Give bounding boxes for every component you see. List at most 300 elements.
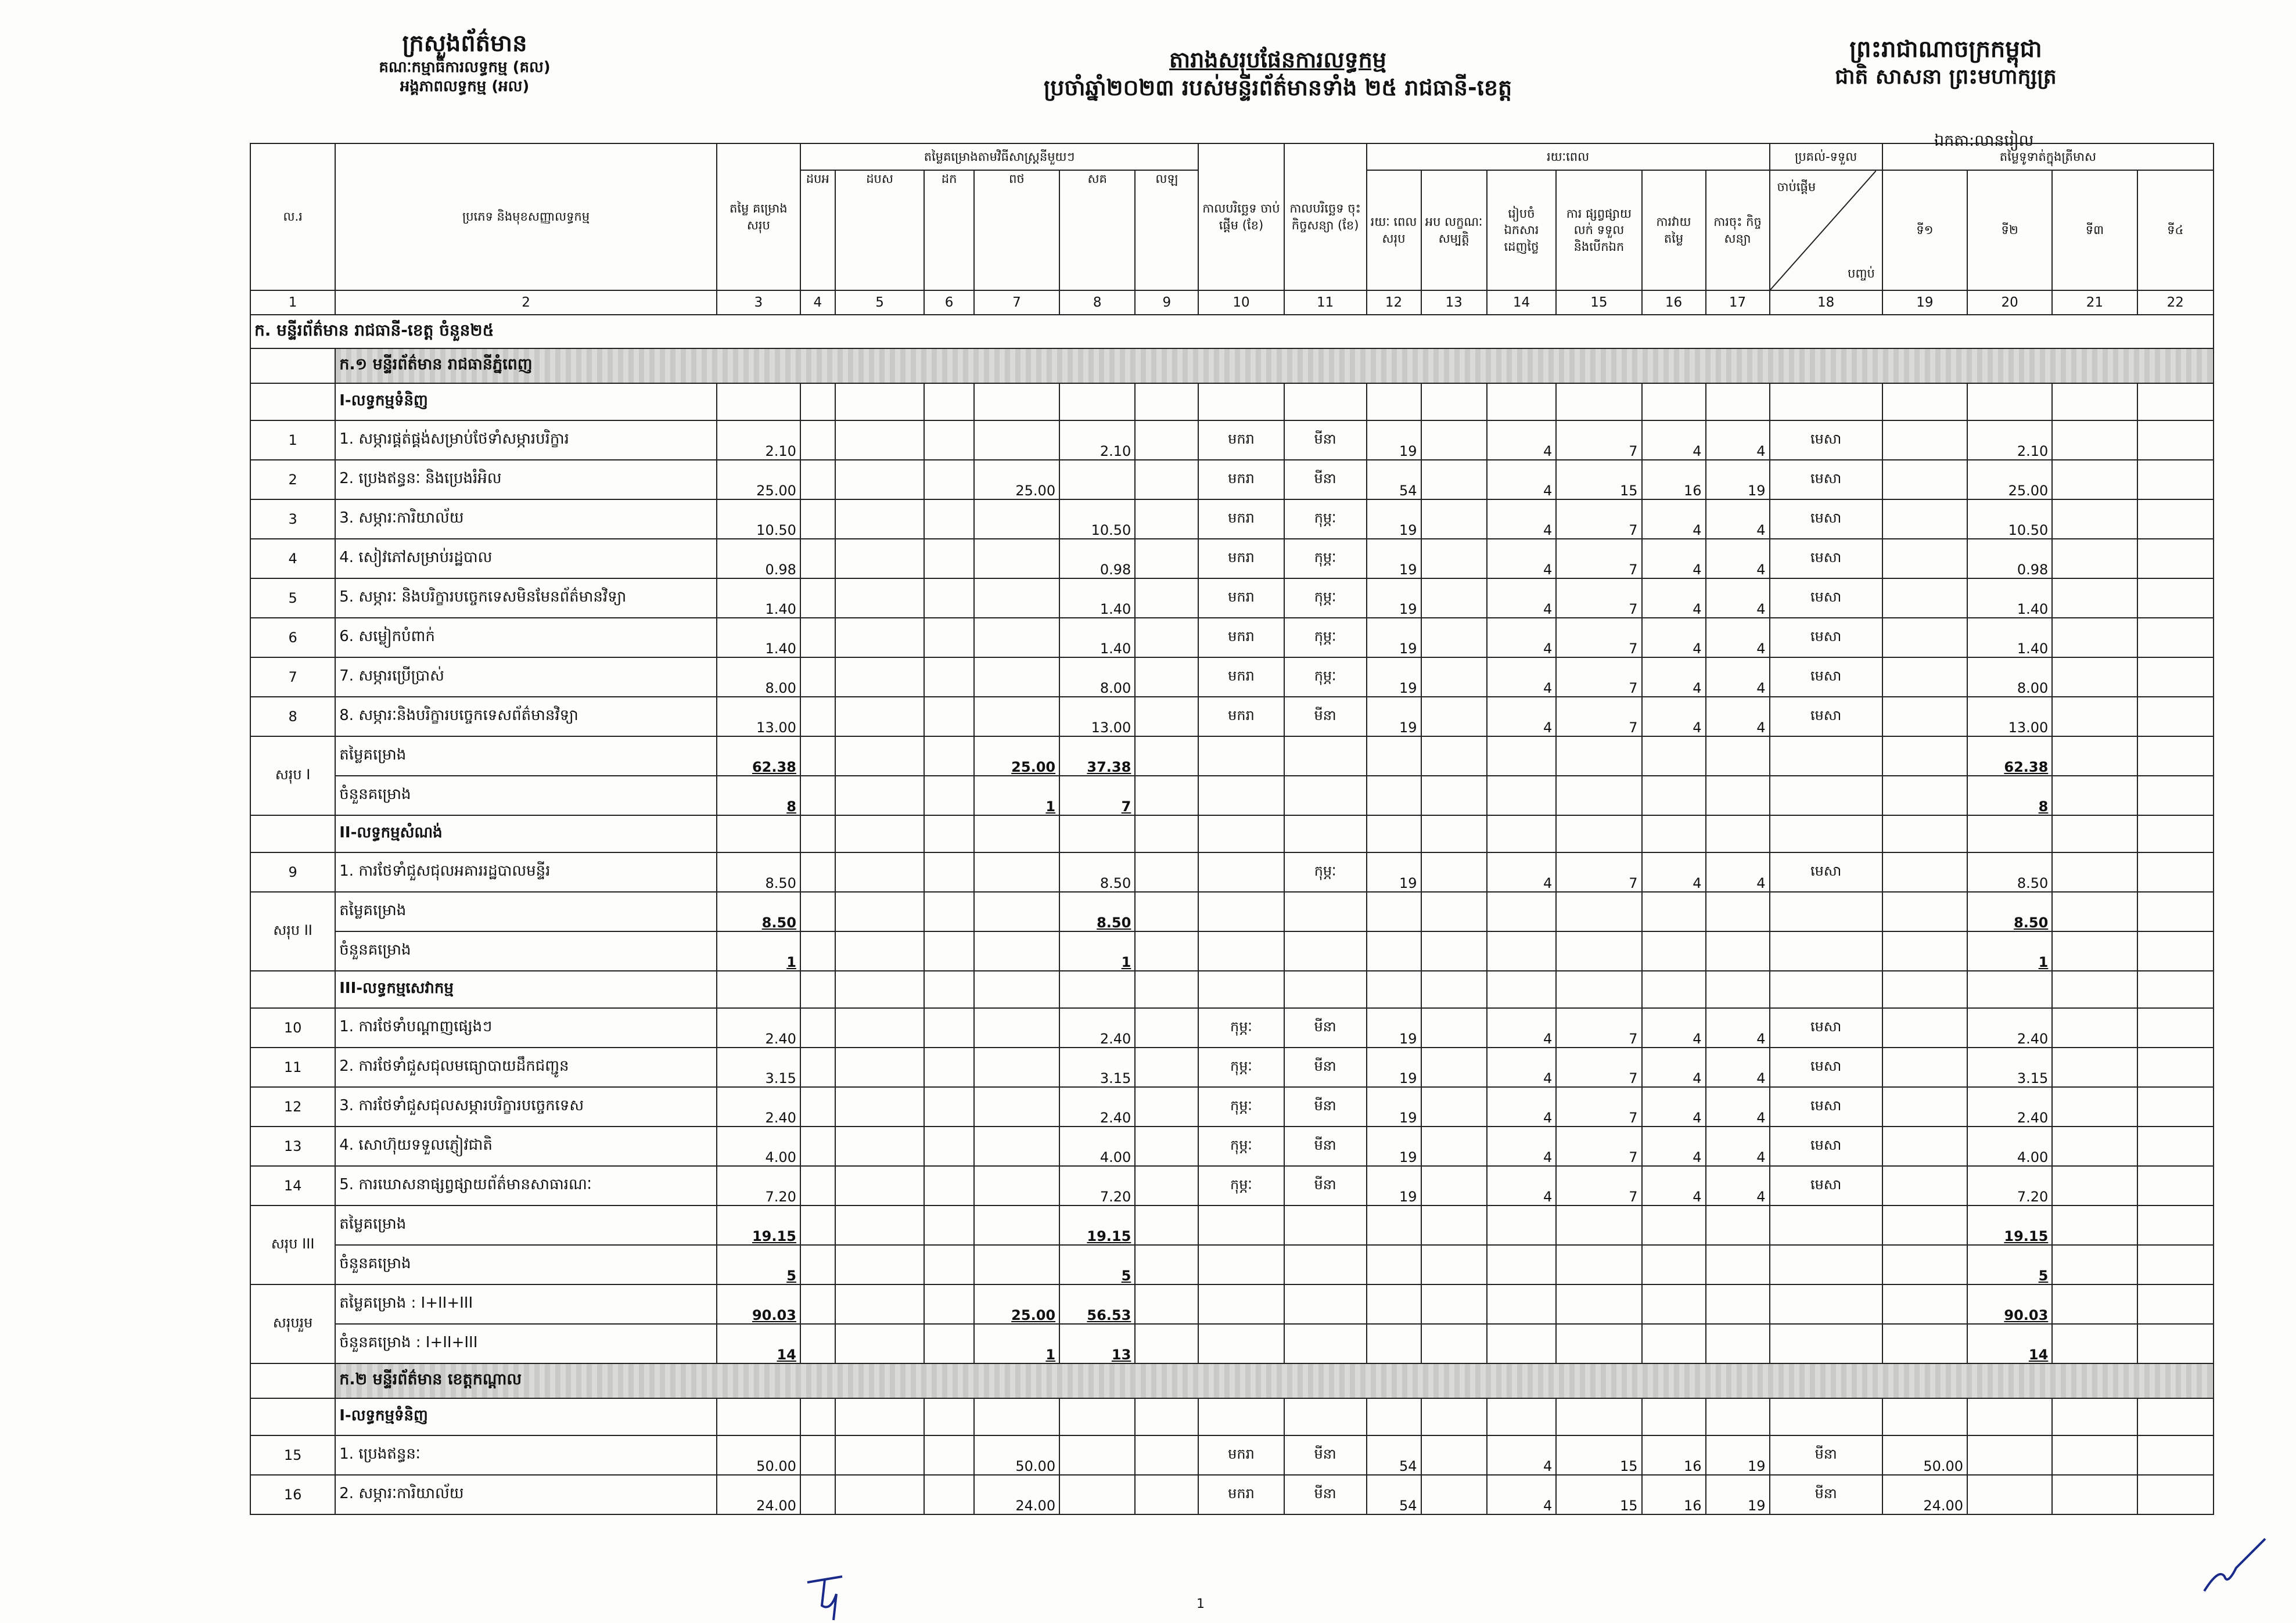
signature-mark (2201, 1533, 2271, 1597)
cell-q3 (2052, 420, 2137, 460)
cell-d2 (1421, 578, 1487, 618)
empty-cell (1967, 383, 2052, 420)
cell-q2: 8.00 (1967, 657, 2052, 697)
subtotal-cell (1367, 892, 1421, 931)
count-cell: 1 (974, 776, 1059, 815)
cell-m2 (835, 1475, 925, 1514)
cell-pth (974, 1087, 1059, 1127)
procurement-table (250, 143, 2214, 1515)
empty-cell (924, 1398, 973, 1435)
cell-name: 1. សម្ភារផ្គត់ផ្គង់សម្រាប់ថែទាំសម្ភារបរិក្ខារ (335, 420, 717, 460)
delivery-end-label: បញ្ចប់ (1848, 266, 1875, 280)
count-cell (2052, 776, 2137, 815)
table-row (250, 1435, 2214, 1475)
empty-cell (250, 348, 335, 383)
cell-start: មករា (1198, 1475, 1284, 1514)
cell-q1 (1882, 420, 1967, 460)
cell-d2 (1421, 420, 1487, 460)
cell-name: 5. សម្ភារៈ និងបរិក្ខារបច្ចេកទេសមិនមែនព័ត៌មានវិទ្យា (335, 578, 717, 618)
subtotal-cell (800, 892, 835, 931)
cell-d3: 4 (1487, 578, 1557, 618)
cell-q4 (2137, 1166, 2214, 1205)
column-number: 16 (1642, 290, 1706, 315)
cell-sk: 1.40 (1059, 618, 1135, 657)
cell-q4 (2137, 697, 2214, 736)
cell-q4 (2137, 1127, 2214, 1166)
col-d1: រយៈ ពេល សរុប (1367, 170, 1421, 290)
column-number: 8 (1059, 290, 1135, 315)
cell-m3 (924, 1087, 973, 1127)
subtotal-cell (1642, 736, 1706, 776)
count-cell (1706, 1245, 1770, 1284)
cell-d6: 4 (1706, 657, 1770, 697)
cell-d1: 19 (1367, 1087, 1421, 1127)
subtotal-cell (1882, 736, 1967, 776)
subtotal-cell (1556, 736, 1641, 776)
empty-cell (1642, 971, 1706, 1008)
cell-q3 (2052, 1435, 2137, 1475)
cell-deliv: មេសា (1770, 657, 1882, 697)
cell-q1 (1882, 1166, 1967, 1205)
subtotal-cell (1198, 1205, 1284, 1245)
cell-pth: 25.00 (974, 460, 1059, 499)
cell-pth (974, 618, 1059, 657)
count-cell: 7 (1059, 776, 1135, 815)
subtotal-cell (1135, 736, 1198, 776)
count-cell: 1 (1967, 931, 2052, 971)
table-row (250, 1127, 2214, 1166)
cell-sk: 13.00 (1059, 697, 1135, 736)
empty-cell (1135, 1398, 1198, 1435)
count-cell (1198, 776, 1284, 815)
cell-name: 1. ប្រេងឥន្ធនៈ (335, 1435, 717, 1475)
col-m5: សគ (1059, 170, 1135, 290)
cell-d4: 15 (1556, 1475, 1641, 1514)
cell-start: កុម្ភៈ (1198, 1008, 1284, 1048)
cell-pth (974, 420, 1059, 460)
cell-contract: កុម្ភៈ (1284, 618, 1367, 657)
table-row (250, 852, 2214, 892)
cell-q2 (1967, 1475, 2052, 1514)
cell-q3 (2052, 657, 2137, 697)
cell-q1 (1882, 657, 1967, 697)
cell-m2 (835, 1127, 925, 1166)
cell-q4 (2137, 1475, 2214, 1514)
cell-d2 (1421, 618, 1487, 657)
col-type: ប្រភេទ និងមុខសញ្ញាលទ្ធកម្ម (335, 143, 717, 290)
count-cell: 5 (1059, 1245, 1135, 1284)
count-cell (1882, 776, 1967, 815)
cell-q2: 1.40 (1967, 618, 2052, 657)
cell-d3: 4 (1487, 1435, 1557, 1475)
unit-name: អង្គភាពលទ្ធកម្ម (អល) (400, 77, 530, 95)
count-label: ចំនួនគម្រោង (335, 776, 717, 815)
cell-total: 10.50 (717, 499, 800, 539)
cell-no: 11 (250, 1048, 335, 1087)
cell-pth (974, 657, 1059, 697)
cell-total: 7.20 (717, 1166, 800, 1205)
empty-cell (924, 383, 973, 420)
table-row (250, 499, 2214, 539)
cell-sk: 8.50 (1059, 852, 1135, 892)
subtotal-cell (924, 1205, 973, 1245)
kingdom-name: ព្រះរាជាណាចក្រកម្ពុជា (1849, 36, 2042, 63)
cell-d1: 54 (1367, 1435, 1421, 1475)
cell-sk: 4.00 (1059, 1127, 1135, 1166)
count-cell (1198, 1324, 1284, 1363)
table-row (250, 1284, 2214, 1324)
cell-pth (974, 1048, 1059, 1087)
cell-q4 (2137, 499, 2214, 539)
count-cell: 13 (1059, 1324, 1135, 1363)
cell-sk (1059, 1475, 1135, 1514)
cell-m3 (924, 852, 973, 892)
cell-no: 7 (250, 657, 335, 697)
cell-d5: 4 (1642, 1008, 1706, 1048)
col-q1: ទី១ (1882, 170, 1967, 290)
cell-m2 (835, 657, 925, 697)
cell-no: 15 (250, 1435, 335, 1475)
cell-m6 (1135, 1166, 1198, 1205)
subtotal-cell (1556, 1205, 1641, 1245)
delivery-start-label: ចាប់ផ្តើម (1777, 180, 1816, 194)
cell-d2 (1421, 1127, 1487, 1166)
table-header (250, 143, 2214, 290)
subtotal-cell: 37.38 (1059, 736, 1135, 776)
count-cell (1882, 931, 1967, 971)
count-cell: 14 (717, 1324, 800, 1363)
cell-contract: កុម្ភៈ (1284, 852, 1367, 892)
cell-d5: 16 (1642, 460, 1706, 499)
cell-m2 (835, 460, 925, 499)
cell-no: 1 (250, 420, 335, 460)
cell-contract: មីនា (1284, 1008, 1367, 1048)
col-m4: ពថ (974, 170, 1059, 290)
count-cell (1487, 776, 1557, 815)
count-cell (1642, 1324, 1706, 1363)
empty-cell (1706, 383, 1770, 420)
subtotal-cell (924, 736, 973, 776)
cell-d6: 4 (1706, 420, 1770, 460)
cell-deliv: មីនា (1770, 1435, 1882, 1475)
category-title: III-លទ្ធកម្មសេវាកម្ម (335, 971, 717, 1008)
cell-q3 (2052, 1166, 2137, 1205)
cell-m1 (800, 539, 835, 578)
empty-cell (1882, 1398, 1967, 1435)
subtotal-cell: 8.50 (717, 892, 800, 931)
count-cell (2137, 931, 2214, 971)
subtotal-cell (1770, 1205, 1882, 1245)
cell-m1 (800, 1008, 835, 1048)
cell-contract: មីនា (1284, 460, 1367, 499)
cell-m2 (835, 499, 925, 539)
cell-sk (1059, 460, 1135, 499)
cell-d3: 4 (1487, 852, 1557, 892)
empty-cell (250, 1363, 335, 1398)
cell-m6 (1135, 618, 1198, 657)
empty-cell (1487, 383, 1557, 420)
empty-cell (717, 971, 800, 1008)
cell-d4: 7 (1556, 539, 1641, 578)
cell-total: 1.40 (717, 578, 800, 618)
cell-name: 8. សម្ភារៈនិងបរិក្ខារបច្ចេកទេសព័ត៌មានវិទ្យា (335, 697, 717, 736)
cell-m6 (1135, 697, 1198, 736)
count-label: ចំនួនគម្រោង (335, 1245, 717, 1284)
count-cell: 1 (974, 1324, 1059, 1363)
cell-start: កុម្ភៈ (1198, 1087, 1284, 1127)
cell-contract: កុម្ភៈ (1284, 578, 1367, 618)
count-cell (1556, 776, 1641, 815)
table-row (250, 539, 2214, 578)
cell-m3 (924, 539, 973, 578)
cell-m6 (1135, 1475, 1198, 1514)
table-row (250, 815, 2214, 852)
count-cell: 8 (717, 776, 800, 815)
cost-label: តម្លៃគម្រោង (335, 736, 717, 776)
cell-d4: 7 (1556, 420, 1641, 460)
cell-no: 2 (250, 460, 335, 499)
cell-d6: 4 (1706, 1087, 1770, 1127)
cell-contract: មីនា (1284, 1435, 1367, 1475)
cell-q2 (1967, 1435, 2052, 1475)
cell-m2 (835, 1048, 925, 1087)
empty-cell (1059, 1398, 1135, 1435)
cell-m2 (835, 420, 925, 460)
cell-q2: 2.10 (1967, 420, 2052, 460)
empty-cell (2052, 383, 2137, 420)
cell-q1 (1882, 618, 1967, 657)
cell-contract: មីនា (1284, 420, 1367, 460)
cell-d1: 54 (1367, 1475, 1421, 1514)
count-cell (1642, 1245, 1706, 1284)
empty-cell (1556, 971, 1641, 1008)
cell-total: 25.00 (717, 460, 800, 499)
cell-deliv: មេសា (1770, 618, 1882, 657)
cell-no: 5 (250, 578, 335, 618)
table-row (250, 1087, 2214, 1127)
cell-no: 9 (250, 852, 335, 892)
cell-m6 (1135, 420, 1198, 460)
col-delivery-split (1770, 170, 1882, 290)
col-contract: កាលបរិច្ឆេទ ចុះកិច្ចសន្យា (ខែ) (1284, 143, 1367, 290)
cell-d5: 16 (1642, 1475, 1706, 1514)
cell-m1 (800, 420, 835, 460)
subtotal-cell (1882, 892, 1967, 931)
cell-total: 24.00 (717, 1475, 800, 1514)
subtotal-cell (974, 892, 1059, 931)
ministry-header (314, 29, 616, 96)
empty-cell (1706, 971, 1770, 1008)
cell-d3: 4 (1487, 1048, 1557, 1087)
count-cell (1367, 776, 1421, 815)
cell-pth (974, 578, 1059, 618)
cell-d1: 19 (1367, 1008, 1421, 1048)
empty-cell (717, 1398, 800, 1435)
cell-d3: 4 (1487, 1087, 1557, 1127)
cell-d1: 19 (1367, 618, 1421, 657)
cell-m6 (1135, 499, 1198, 539)
column-number: 12 (1367, 290, 1421, 315)
empty-cell (1642, 1398, 1706, 1435)
table-row (250, 697, 2214, 736)
count-cell (924, 1324, 973, 1363)
cell-d6: 4 (1706, 1127, 1770, 1166)
cell-d2 (1421, 657, 1487, 697)
subtotal-cell (1135, 1284, 1198, 1324)
cell-d6: 19 (1706, 1435, 1770, 1475)
count-cell (835, 931, 925, 971)
count-cell (1706, 776, 1770, 815)
cell-pth: 24.00 (974, 1475, 1059, 1514)
cell-m1 (800, 1048, 835, 1087)
empty-cell (2052, 815, 2137, 852)
cell-q1 (1882, 1008, 1967, 1048)
column-number: 19 (1882, 290, 1967, 315)
page-number: 1 (1196, 1597, 1205, 1611)
subtotal-cell (835, 892, 925, 931)
col-m6: លឡ (1135, 170, 1198, 290)
cell-pth (974, 1127, 1059, 1166)
cell-deliv: មេសា (1770, 539, 1882, 578)
table-row (250, 460, 2214, 499)
cell-d6: 4 (1706, 578, 1770, 618)
cell-m1 (800, 1127, 835, 1166)
table-row (250, 971, 2214, 1008)
cell-q3 (2052, 1048, 2137, 1087)
cell-d3: 4 (1487, 1166, 1557, 1205)
count-cell (1198, 931, 1284, 971)
empty-cell (250, 815, 335, 852)
cell-d5: 4 (1642, 1048, 1706, 1087)
count-cell (1421, 776, 1487, 815)
empty-cell (1967, 815, 2052, 852)
count-cell (800, 776, 835, 815)
cell-start: មករា (1198, 578, 1284, 618)
empty-cell (717, 383, 800, 420)
column-number: 14 (1487, 290, 1557, 315)
count-cell (974, 1245, 1059, 1284)
table-row (250, 1048, 2214, 1087)
empty-cell (924, 815, 973, 852)
subtotal-cell (1642, 1205, 1706, 1245)
table-row (250, 1008, 2214, 1048)
cell-start: មករា (1198, 657, 1284, 697)
cell-q3 (2052, 499, 2137, 539)
empty-cell (1284, 815, 1367, 852)
count-cell (835, 776, 925, 815)
subtotal-cell (1770, 892, 1882, 931)
empty-cell (1770, 1398, 1882, 1435)
subtotal-cell (1284, 892, 1367, 931)
subtotal-cell (974, 1205, 1059, 1245)
count-cell (1642, 776, 1706, 815)
cell-d3: 4 (1487, 1008, 1557, 1048)
cell-m3 (924, 499, 973, 539)
empty-cell (2137, 383, 2214, 420)
title-line1: តារាងសរុបផែនការលទ្ធកម្ម (1169, 47, 1386, 73)
cell-total: 2.40 (717, 1008, 800, 1048)
cell-q2: 8.50 (1967, 852, 2052, 892)
cell-d6: 4 (1706, 499, 1770, 539)
count-cell (2052, 1245, 2137, 1284)
cell-start: មករា (1198, 420, 1284, 460)
subtotal-cell (1421, 736, 1487, 776)
ministry-name: ក្រសួងព័ត៌មាន (402, 30, 527, 57)
count-cell (1642, 931, 1706, 971)
cell-start: មករា (1198, 539, 1284, 578)
cell-d1: 19 (1367, 852, 1421, 892)
cell-d5: 4 (1642, 1127, 1706, 1166)
empty-cell (1770, 971, 1882, 1008)
count-cell (1284, 1245, 1367, 1284)
column-number: 2 (335, 290, 717, 315)
cell-d6: 19 (1706, 460, 1770, 499)
cell-d4: 7 (1556, 1166, 1641, 1205)
col-start: កាលបរិច្ឆេទ ចាប់ផ្តើម (ខែ) (1198, 143, 1284, 290)
cell-d1: 19 (1367, 1127, 1421, 1166)
cell-d1: 19 (1367, 539, 1421, 578)
table-row (250, 383, 2214, 420)
cell-q1 (1882, 460, 1967, 499)
subtotal-cell: 8.50 (1059, 892, 1135, 931)
cell-d5: 4 (1642, 578, 1706, 618)
count-cell (835, 1324, 925, 1363)
count-cell (1487, 931, 1557, 971)
cell-pth (974, 1008, 1059, 1048)
col-d6: ការចុះ កិច្ចសន្យា (1706, 170, 1770, 290)
cell-d1: 19 (1367, 697, 1421, 736)
cell-m1 (800, 852, 835, 892)
subtotal-cell (1706, 892, 1770, 931)
cell-q4 (2137, 1435, 2214, 1475)
count-cell (1770, 931, 1882, 971)
cell-no: 13 (250, 1127, 335, 1166)
cell-deliv: មេសា (1770, 499, 1882, 539)
cell-d5: 4 (1642, 1087, 1706, 1127)
cell-d3: 4 (1487, 460, 1557, 499)
count-cell: 8 (1967, 776, 2052, 815)
cell-d6: 4 (1706, 1048, 1770, 1087)
empty-cell (1198, 1398, 1284, 1435)
cell-m1 (800, 499, 835, 539)
cost-label: តម្លៃគម្រោង (335, 892, 717, 931)
cell-m3 (924, 1127, 973, 1166)
count-cell (1135, 776, 1198, 815)
cell-name: 7. សម្ភារប្រើប្រាស់ (335, 657, 717, 697)
cell-q4 (2137, 539, 2214, 578)
cell-d5: 4 (1642, 852, 1706, 892)
cell-d4: 7 (1556, 1048, 1641, 1087)
cell-start: មករា (1198, 697, 1284, 736)
count-cell (1770, 1324, 1882, 1363)
cell-q4 (2137, 657, 2214, 697)
empty-cell (2052, 1398, 2137, 1435)
subtotal-cell (1284, 1284, 1367, 1324)
subtotal-label: សរុប I (250, 736, 335, 815)
cell-pth (974, 852, 1059, 892)
subtotal-cell (1706, 1284, 1770, 1324)
cell-q3 (2052, 852, 2137, 892)
count-cell (1284, 1324, 1367, 1363)
empty-cell (1556, 383, 1641, 420)
table-row (250, 1205, 2214, 1245)
cell-deliv: មេសា (1770, 460, 1882, 499)
subtotal-cell (1198, 736, 1284, 776)
subtotal-label: សរុប III (250, 1205, 335, 1284)
count-cell (1421, 1245, 1487, 1284)
empty-cell (835, 1398, 925, 1435)
subtotal-cell (1642, 892, 1706, 931)
